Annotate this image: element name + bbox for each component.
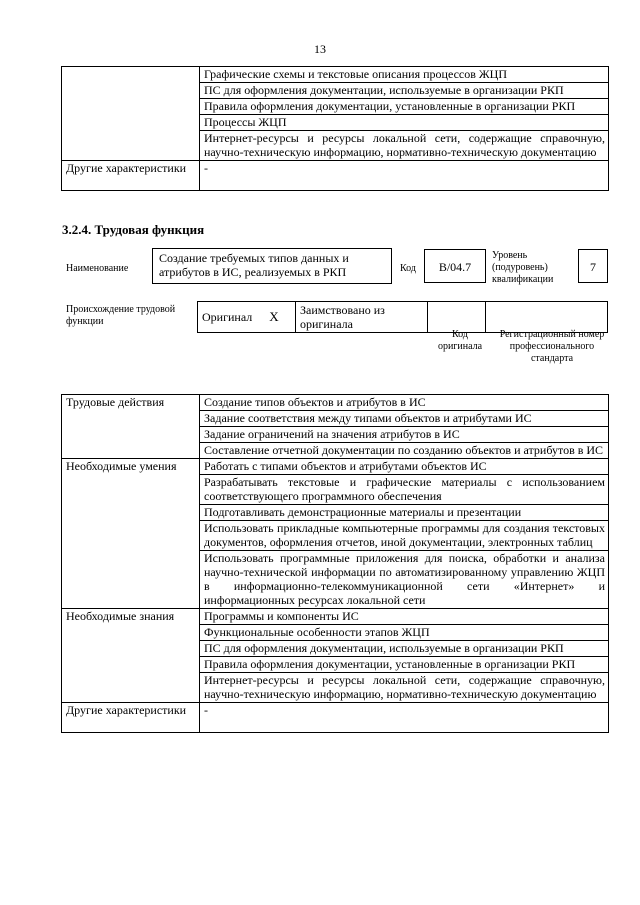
original-code-caption: Код оригинала	[437, 329, 483, 352]
skill-item: Использовать прикладные компьютерные программы для создания текстовых документов, оформления отчетов, иной документации, электронных таблиц	[200, 521, 609, 551]
labor-function-table	[61, 394, 609, 733]
original-label: Оригинал	[202, 310, 253, 324]
other-characteristics-value: -	[200, 703, 609, 733]
registration-number-caption: Регистрационный номер профессионального стандарта	[499, 329, 605, 364]
origin-label: Происхождение трудовой функции	[66, 304, 176, 327]
function-name-box	[152, 248, 392, 284]
labor-action-item: Задание ограничений на значения атрибутов в ИС	[200, 427, 609, 443]
knowledge-item: Интернет-ресурсы и ресурсы локальной сети, содержащие справочную, научно-техническую информацию, нормативно-техническую документацию	[200, 131, 609, 161]
labor-actions-label: Трудовые действия	[62, 395, 200, 459]
qualification-level-label: Уровень (подуровень) квалификации	[492, 250, 554, 285]
registration-number-cell	[486, 302, 608, 333]
required-knowledge-label: Необходимые знания	[62, 609, 200, 703]
other-characteristics-label: Другие характеристики	[62, 703, 200, 733]
labor-action-item: Задание соответствия между типами объектов и атрибутами ИС	[200, 411, 609, 427]
knowledge-item: ПС для оформления документации, используемые в организации РКП	[200, 641, 609, 657]
original-code-cell	[428, 302, 486, 333]
qualification-level-value: 7	[590, 260, 596, 274]
knowledge-item: Правила оформления документации, установленные в организации РКП	[200, 657, 609, 673]
knowledge-item: Правила оформления документации, установленные в организации РКП	[200, 99, 609, 115]
skill-item: Разрабатывать текстовые и графические материалы с использованием соответствующего программного обеспечения	[200, 475, 609, 505]
labor-action-item: Создание типов объектов и атрибутов в ИС	[200, 395, 609, 411]
section-heading: 3.2.4. Трудовая функция	[62, 222, 205, 237]
code-box	[424, 249, 486, 283]
labor-action-item: Составление отчетной документации по созданию объектов и атрибутов в ИС	[200, 443, 609, 459]
skill-item: Использовать программные приложения для поиска, обработки и анализа научно-технической информации по автоматизированному управлению ЖЦП в информационно-телекоммуникационной сети «Интернет» и информационных ресурсах локальной сети	[200, 551, 609, 609]
borrowed-label: Заимствовано из оригинала	[296, 302, 428, 333]
original-mark: X	[269, 309, 279, 324]
skill-item: Подготавливать демонстрационные материалы и презентации	[200, 505, 609, 521]
page-number: 13	[314, 42, 326, 56]
name-label: Наименование	[66, 263, 129, 274]
knowledge-item: Процессы ЖЦП	[200, 115, 609, 131]
other-characteristics-label: Другие характеристики	[62, 161, 200, 191]
skill-item: Работать с типами объектов и атрибутами объектов ИС	[200, 459, 609, 475]
knowledge-continuation-table	[61, 66, 609, 191]
other-characteristics-value: -	[200, 161, 609, 191]
code-value: B/04.7	[438, 260, 472, 274]
function-name: Создание требуемых типов данных и атрибутов в ИС, реализуемых в РКП	[159, 251, 349, 279]
knowledge-item: ПС для оформления документации, используемые в организации РКП	[200, 83, 609, 99]
knowledge-item: Функциональные особенности этапов ЖЦП	[200, 625, 609, 641]
knowledge-item: Графические схемы и текстовые описания процессов ЖЦП	[200, 67, 609, 83]
qualification-level-box	[578, 249, 608, 283]
code-label: Код	[400, 263, 416, 274]
knowledge-item: Интернет-ресурсы и ресурсы локальной сети, содержащие справочную, научно-техническую информацию, нормативно-техническую документацию	[200, 673, 609, 703]
original-cell	[198, 302, 296, 333]
required-skills-label: Необходимые умения	[62, 459, 200, 609]
knowledge-item: Программы и компоненты ИС	[200, 609, 609, 625]
empty-label-cell	[62, 67, 200, 161]
